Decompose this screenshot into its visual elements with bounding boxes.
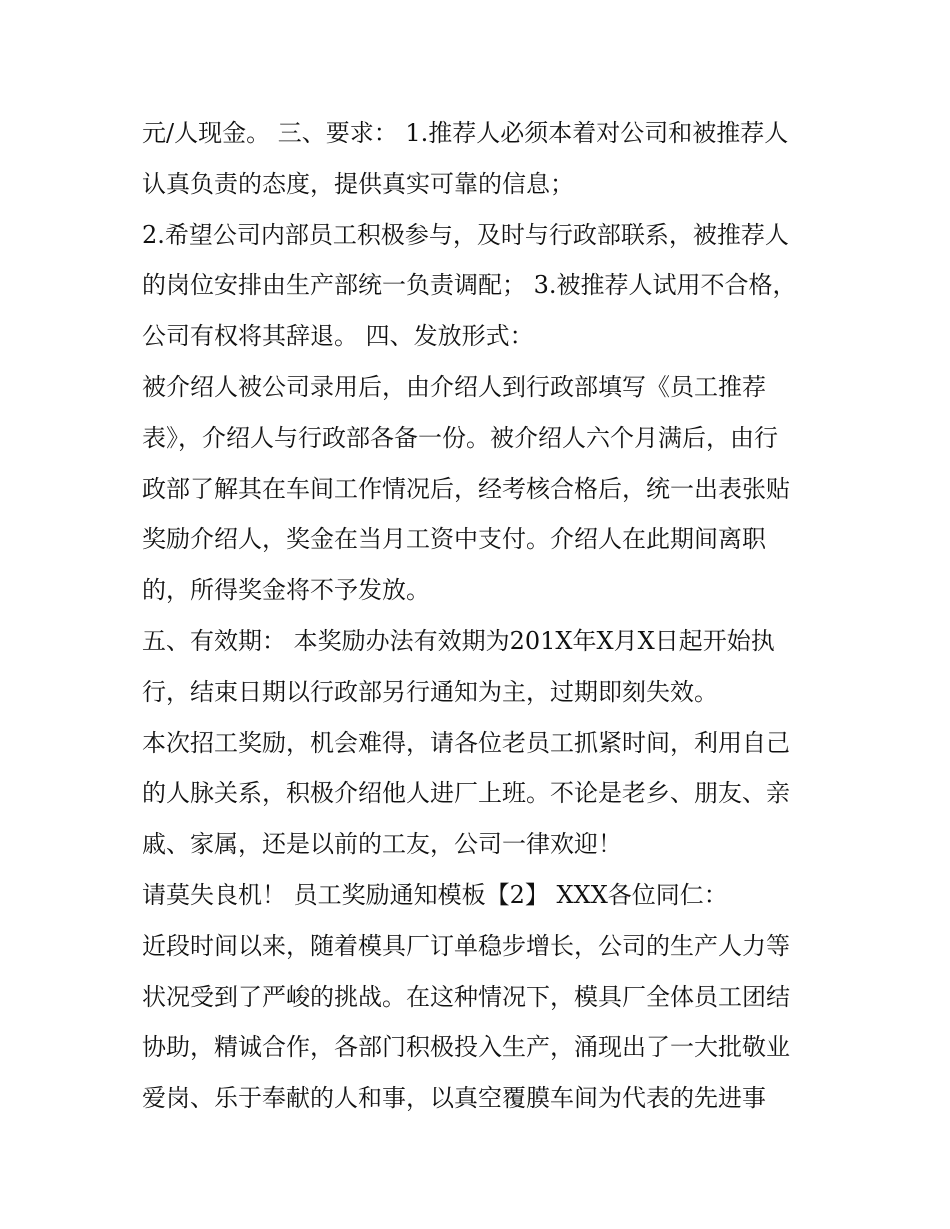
text-line: 的岗位安排由生产部统一负责调配； 3.被推荐人试用不合格，	[142, 271, 797, 300]
text-line: 2.希望公司内部员工积极参与，及时与行政部联系，被推荐人	[142, 220, 789, 249]
text-line: 奖励介绍人，奖金在当月工资中支付。介绍人在此期间离职	[142, 525, 766, 554]
document-body	[142, 108, 822, 1124]
text-line: 本次招工奖励，机会难得，请各位老员工抓紧时间，利用自己	[142, 728, 790, 757]
text-line: 政部了解其在车间工作情况后，经考核合格后，统一出表张贴	[142, 474, 790, 503]
text-line: 协助，精诚合作，各部门积极投入生产，涌现出了一大批敬业	[142, 1033, 790, 1062]
text-line: 五、有效期： 本奖励办法有效期为201X年X月X日起开始执	[142, 626, 775, 655]
text-line: 状况受到了严峻的挑战。在这种情况下，模具厂全体员工团结	[142, 982, 790, 1011]
text-line: 近段时间以来，随着模具厂订单稳步增长，公司的生产人力等	[142, 931, 790, 960]
text-line: 元/人现金。 三、要求： 1.推荐人必须本着对公司和被推荐人	[142, 119, 789, 147]
text-line: 认真负责的态度，提供真实可靠的信息；	[142, 169, 574, 198]
text-line: 的人脉关系，积极介绍他人进厂上班。不论是老乡、朋友、亲	[142, 779, 790, 808]
text-line: 行，结束日期以行政部另行通知为主，过期即刻失效。	[142, 677, 718, 706]
text-line: 被介绍人被公司录用后，由介绍人到行政部填写《员工推荐	[142, 372, 766, 401]
text-line: 戚、家属，还是以前的工友，公司一律欢迎！	[142, 830, 622, 859]
text-line: 的，所得奖金将不予发放。	[142, 576, 430, 605]
text-line: 表》，介绍人与行政部各备一份。被介绍人六个月满后，由行	[142, 423, 778, 452]
text-line: 请莫失良机！ 员工奖励通知模板【2】 XXX各位同仁：	[142, 880, 728, 909]
text-line: 公司有权将其辞退。 四、发放形式：	[142, 322, 534, 351]
text-line: 爱岗、乐于奉献的人和事，以真空覆膜车间为代表的先进事	[142, 1084, 766, 1113]
